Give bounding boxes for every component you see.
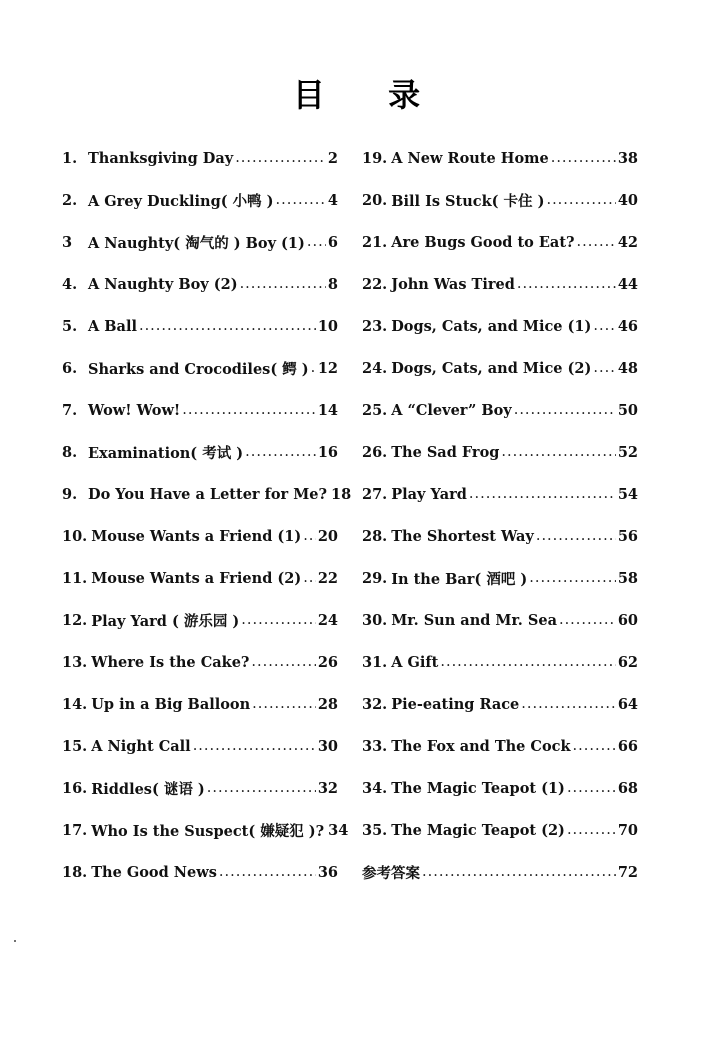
entry-title: The Fox and The Cock — [391, 737, 571, 755]
entry-page: 4 — [327, 191, 338, 209]
entry-title: A Night Call — [91, 737, 191, 755]
toc-entry[interactable] — [362, 809, 638, 851]
entry-page: 12 — [317, 359, 338, 377]
toc-entry[interactable] — [362, 179, 638, 221]
entry-number: 33. — [362, 737, 388, 755]
entry-page: 52 — [617, 443, 638, 461]
toc-entry[interactable] — [62, 767, 338, 809]
leader-dots — [440, 654, 615, 670]
entry-title: A Naughty( 淘气的 ) Boy (1) — [88, 234, 305, 252]
entry-number: 28. — [362, 527, 388, 545]
leader-dots — [567, 780, 616, 796]
entry-page: 56 — [617, 527, 638, 545]
entry-page: 62 — [617, 653, 638, 671]
entry-page: 2 — [327, 149, 338, 167]
entry-number: 8. — [62, 443, 78, 461]
entry-title: In the Bar( 酒吧 ) — [391, 570, 528, 588]
entry-number: 32. — [362, 695, 388, 713]
toc-entry[interactable] — [62, 179, 338, 221]
toc-entry[interactable] — [62, 305, 338, 347]
toc-entry[interactable] — [62, 557, 338, 599]
entry-number: 11. — [62, 569, 88, 587]
entry-page: 16 — [317, 443, 338, 461]
toc-entry[interactable] — [362, 221, 638, 263]
entry-page: 54 — [617, 485, 638, 503]
entry-page: 28 — [317, 695, 338, 713]
entry-page: 50 — [617, 401, 638, 419]
entry-title: Examination( 考试 ) — [88, 444, 244, 462]
toc-entry[interactable] — [62, 725, 338, 767]
entry-number: 27. — [362, 485, 388, 503]
entry-number: 16. — [62, 779, 88, 797]
toc-entry[interactable] — [62, 221, 338, 263]
leader-dots — [501, 444, 615, 460]
entry-page: 30 — [317, 737, 338, 755]
entry-page: 32 — [317, 779, 338, 797]
leader-dots — [182, 402, 316, 418]
entry-page: 36 — [317, 863, 338, 881]
entry-number: 20. — [362, 191, 388, 209]
entry-page: 66 — [617, 737, 638, 755]
leader-dots — [139, 318, 316, 334]
entry-number: 14. — [62, 695, 88, 713]
entry-page: 10 — [317, 317, 338, 335]
entry-page: 40 — [617, 191, 638, 209]
entry-title: Play Yard — [391, 485, 467, 503]
leader-dots — [567, 822, 616, 838]
entry-title: A New Route Home — [391, 149, 549, 167]
entry-number: 17. — [62, 821, 88, 839]
toc-entry[interactable] — [62, 389, 338, 431]
entry-number: 13. — [62, 653, 88, 671]
leader-dots — [193, 738, 316, 754]
entry-title: Thanksgiving Day — [88, 149, 234, 167]
entry-page: 72 — [617, 863, 638, 881]
toc-entry[interactable] — [362, 641, 638, 683]
entry-page: 22 — [317, 569, 338, 587]
toc-entry[interactable] — [362, 347, 638, 389]
leader-dots — [303, 528, 316, 544]
entry-number: 6. — [62, 359, 78, 377]
entry-number: 25. — [362, 401, 388, 419]
entry-title: The Shortest Way — [391, 527, 534, 545]
toc-entry[interactable] — [62, 851, 338, 893]
entry-number: 3 — [62, 233, 73, 251]
leader-dots — [559, 612, 616, 628]
entry-title: 参考答案 — [362, 864, 420, 882]
entry-number: 9. — [62, 485, 78, 503]
leader-dots — [235, 150, 326, 166]
entry-title: Up in a Big Balloon — [91, 695, 251, 713]
entry-page: 8 — [327, 275, 338, 293]
toc-entry[interactable] — [62, 137, 338, 179]
entry-title: Who Is the Suspect( 嫌疑犯 )? — [91, 822, 325, 840]
leader-dots — [422, 864, 616, 880]
leader-dots — [514, 402, 616, 418]
toc-entry[interactable] — [62, 263, 338, 305]
entry-title: John Was Tired — [391, 275, 515, 293]
entry-title: Riddles( 谜语 ) — [91, 780, 205, 798]
toc-entry[interactable] — [362, 557, 638, 599]
entry-number: 24. — [362, 359, 388, 377]
toc-entry[interactable] — [62, 683, 338, 725]
toc-right-column — [362, 137, 638, 893]
entry-title: The Magic Teapot (2) — [391, 821, 565, 839]
leader-dots — [245, 444, 316, 460]
entry-title: Are Bugs Good to Eat? — [391, 233, 575, 251]
toc-entry[interactable] — [362, 389, 638, 431]
entry-number: 7. — [62, 401, 78, 419]
entry-title: The Magic Teapot (1) — [391, 779, 565, 797]
entry-title: A Ball — [88, 317, 137, 335]
entry-number: 18. — [62, 863, 88, 881]
entry-title: Sharks and Crocodiles( 鳄 ) — [88, 360, 309, 378]
entry-page: 24 — [317, 611, 338, 629]
entry-page: 18 — [330, 485, 352, 503]
entry-page: 60 — [617, 611, 638, 629]
toc-left-column — [62, 137, 352, 893]
leader-dots — [303, 570, 316, 586]
entry-number: 34. — [362, 779, 388, 797]
toc-entry[interactable] — [62, 641, 338, 683]
entry-title: Mouse Wants a Friend (1) — [91, 527, 302, 545]
toc-entry[interactable] — [362, 305, 638, 347]
entry-title: A “Clever” Boy — [391, 401, 512, 419]
entry-page: 42 — [617, 233, 638, 251]
leader-dots — [219, 864, 316, 880]
entry-page: 6 — [327, 233, 338, 251]
leader-dots — [240, 276, 326, 292]
entry-title: Pie-eating Race — [391, 695, 520, 713]
entry-number: 22. — [362, 275, 388, 293]
leader-dots — [251, 654, 315, 670]
leader-dots — [536, 528, 616, 544]
leader-dots — [593, 318, 615, 334]
entry-number: 12. — [62, 611, 88, 629]
entry-number: 21. — [362, 233, 388, 251]
entry-number: 30. — [362, 611, 388, 629]
toc-entry[interactable] — [362, 137, 638, 179]
leader-dots — [551, 150, 616, 166]
leader-dots — [593, 360, 615, 376]
leader-dots — [546, 192, 615, 208]
entry-title: Bill Is Stuck( 卡住 ) — [391, 192, 545, 210]
leader-dots — [577, 234, 616, 250]
toc-entry-answer-key[interactable] — [362, 851, 638, 893]
entry-page: 48 — [617, 359, 638, 377]
entry-number: 23. — [362, 317, 388, 335]
entry-page: 14 — [317, 401, 338, 419]
toc-entry[interactable] — [62, 809, 349, 851]
entry-page: 68 — [617, 779, 638, 797]
entry-number: 35. — [362, 821, 388, 839]
toc-entry[interactable] — [362, 263, 638, 305]
entry-number: 1. — [62, 149, 78, 167]
toc-entry[interactable] — [62, 515, 338, 557]
toc-entry[interactable] — [362, 599, 638, 641]
entry-page: 70 — [617, 821, 638, 839]
toc-entry[interactable] — [62, 431, 338, 473]
toc-entry[interactable] — [362, 767, 638, 809]
entry-page: 34 — [328, 821, 349, 839]
leader-dots — [529, 570, 616, 586]
entry-title: Mr. Sun and Mr. Sea — [391, 611, 557, 629]
entry-title: Dogs, Cats, and Mice (1) — [391, 317, 592, 335]
entry-page: 58 — [617, 569, 638, 587]
entry-number: 10. — [62, 527, 88, 545]
entry-number: 19. — [362, 149, 388, 167]
leader-dots — [517, 276, 616, 292]
entry-title: A Naughty Boy (2) — [88, 275, 238, 293]
entry-title: Wow! Wow! — [88, 401, 181, 419]
leader-dots — [307, 234, 326, 250]
toc-entry[interactable] — [62, 347, 338, 389]
entry-title: Play Yard ( 游乐园 ) — [91, 612, 240, 630]
entry-page: 20 — [317, 527, 338, 545]
entry-title: The Good News — [91, 863, 217, 881]
entry-number: 29. — [362, 569, 388, 587]
leader-dots — [252, 696, 316, 712]
toc-entry[interactable] — [362, 431, 638, 473]
leader-dots — [573, 738, 616, 754]
leader-dots — [241, 612, 316, 628]
entry-title: Dogs, Cats, and Mice (2) — [391, 359, 592, 377]
entry-page: 44 — [617, 275, 638, 293]
page-title: 目 录 — [292, 76, 447, 114]
toc-entry[interactable] — [362, 725, 638, 767]
entry-title: The Sad Frog — [391, 443, 500, 461]
entry-number: 4. — [62, 275, 78, 293]
leader-dots — [521, 696, 616, 712]
toc-entry[interactable] — [362, 515, 638, 557]
scan-speck — [14, 940, 16, 942]
entry-page: 46 — [617, 317, 638, 335]
entry-title: A Gift — [391, 653, 439, 671]
leader-dots — [311, 360, 316, 376]
toc-entry[interactable] — [62, 599, 338, 641]
leader-dots — [469, 486, 616, 502]
entry-number: 31. — [362, 653, 388, 671]
toc-entry[interactable] — [362, 473, 638, 515]
toc-entry[interactable] — [362, 683, 638, 725]
leader-dots — [207, 780, 316, 796]
toc-entry[interactable] — [62, 473, 352, 515]
entry-page: 38 — [617, 149, 638, 167]
entry-number: 26. — [362, 443, 388, 461]
leader-dots — [276, 192, 326, 208]
entry-number: 5. — [62, 317, 78, 335]
entry-title: Where Is the Cake? — [91, 653, 250, 671]
entry-number: 2. — [62, 191, 78, 209]
entry-page: 26 — [317, 653, 338, 671]
entry-title: Do You Have a Letter for Me? — [88, 485, 327, 503]
entry-page: 64 — [617, 695, 638, 713]
entry-title: Mouse Wants a Friend (2) — [91, 569, 302, 587]
entry-title: A Grey Duckling( 小鸭 ) — [88, 192, 274, 210]
entry-number: 15. — [62, 737, 88, 755]
